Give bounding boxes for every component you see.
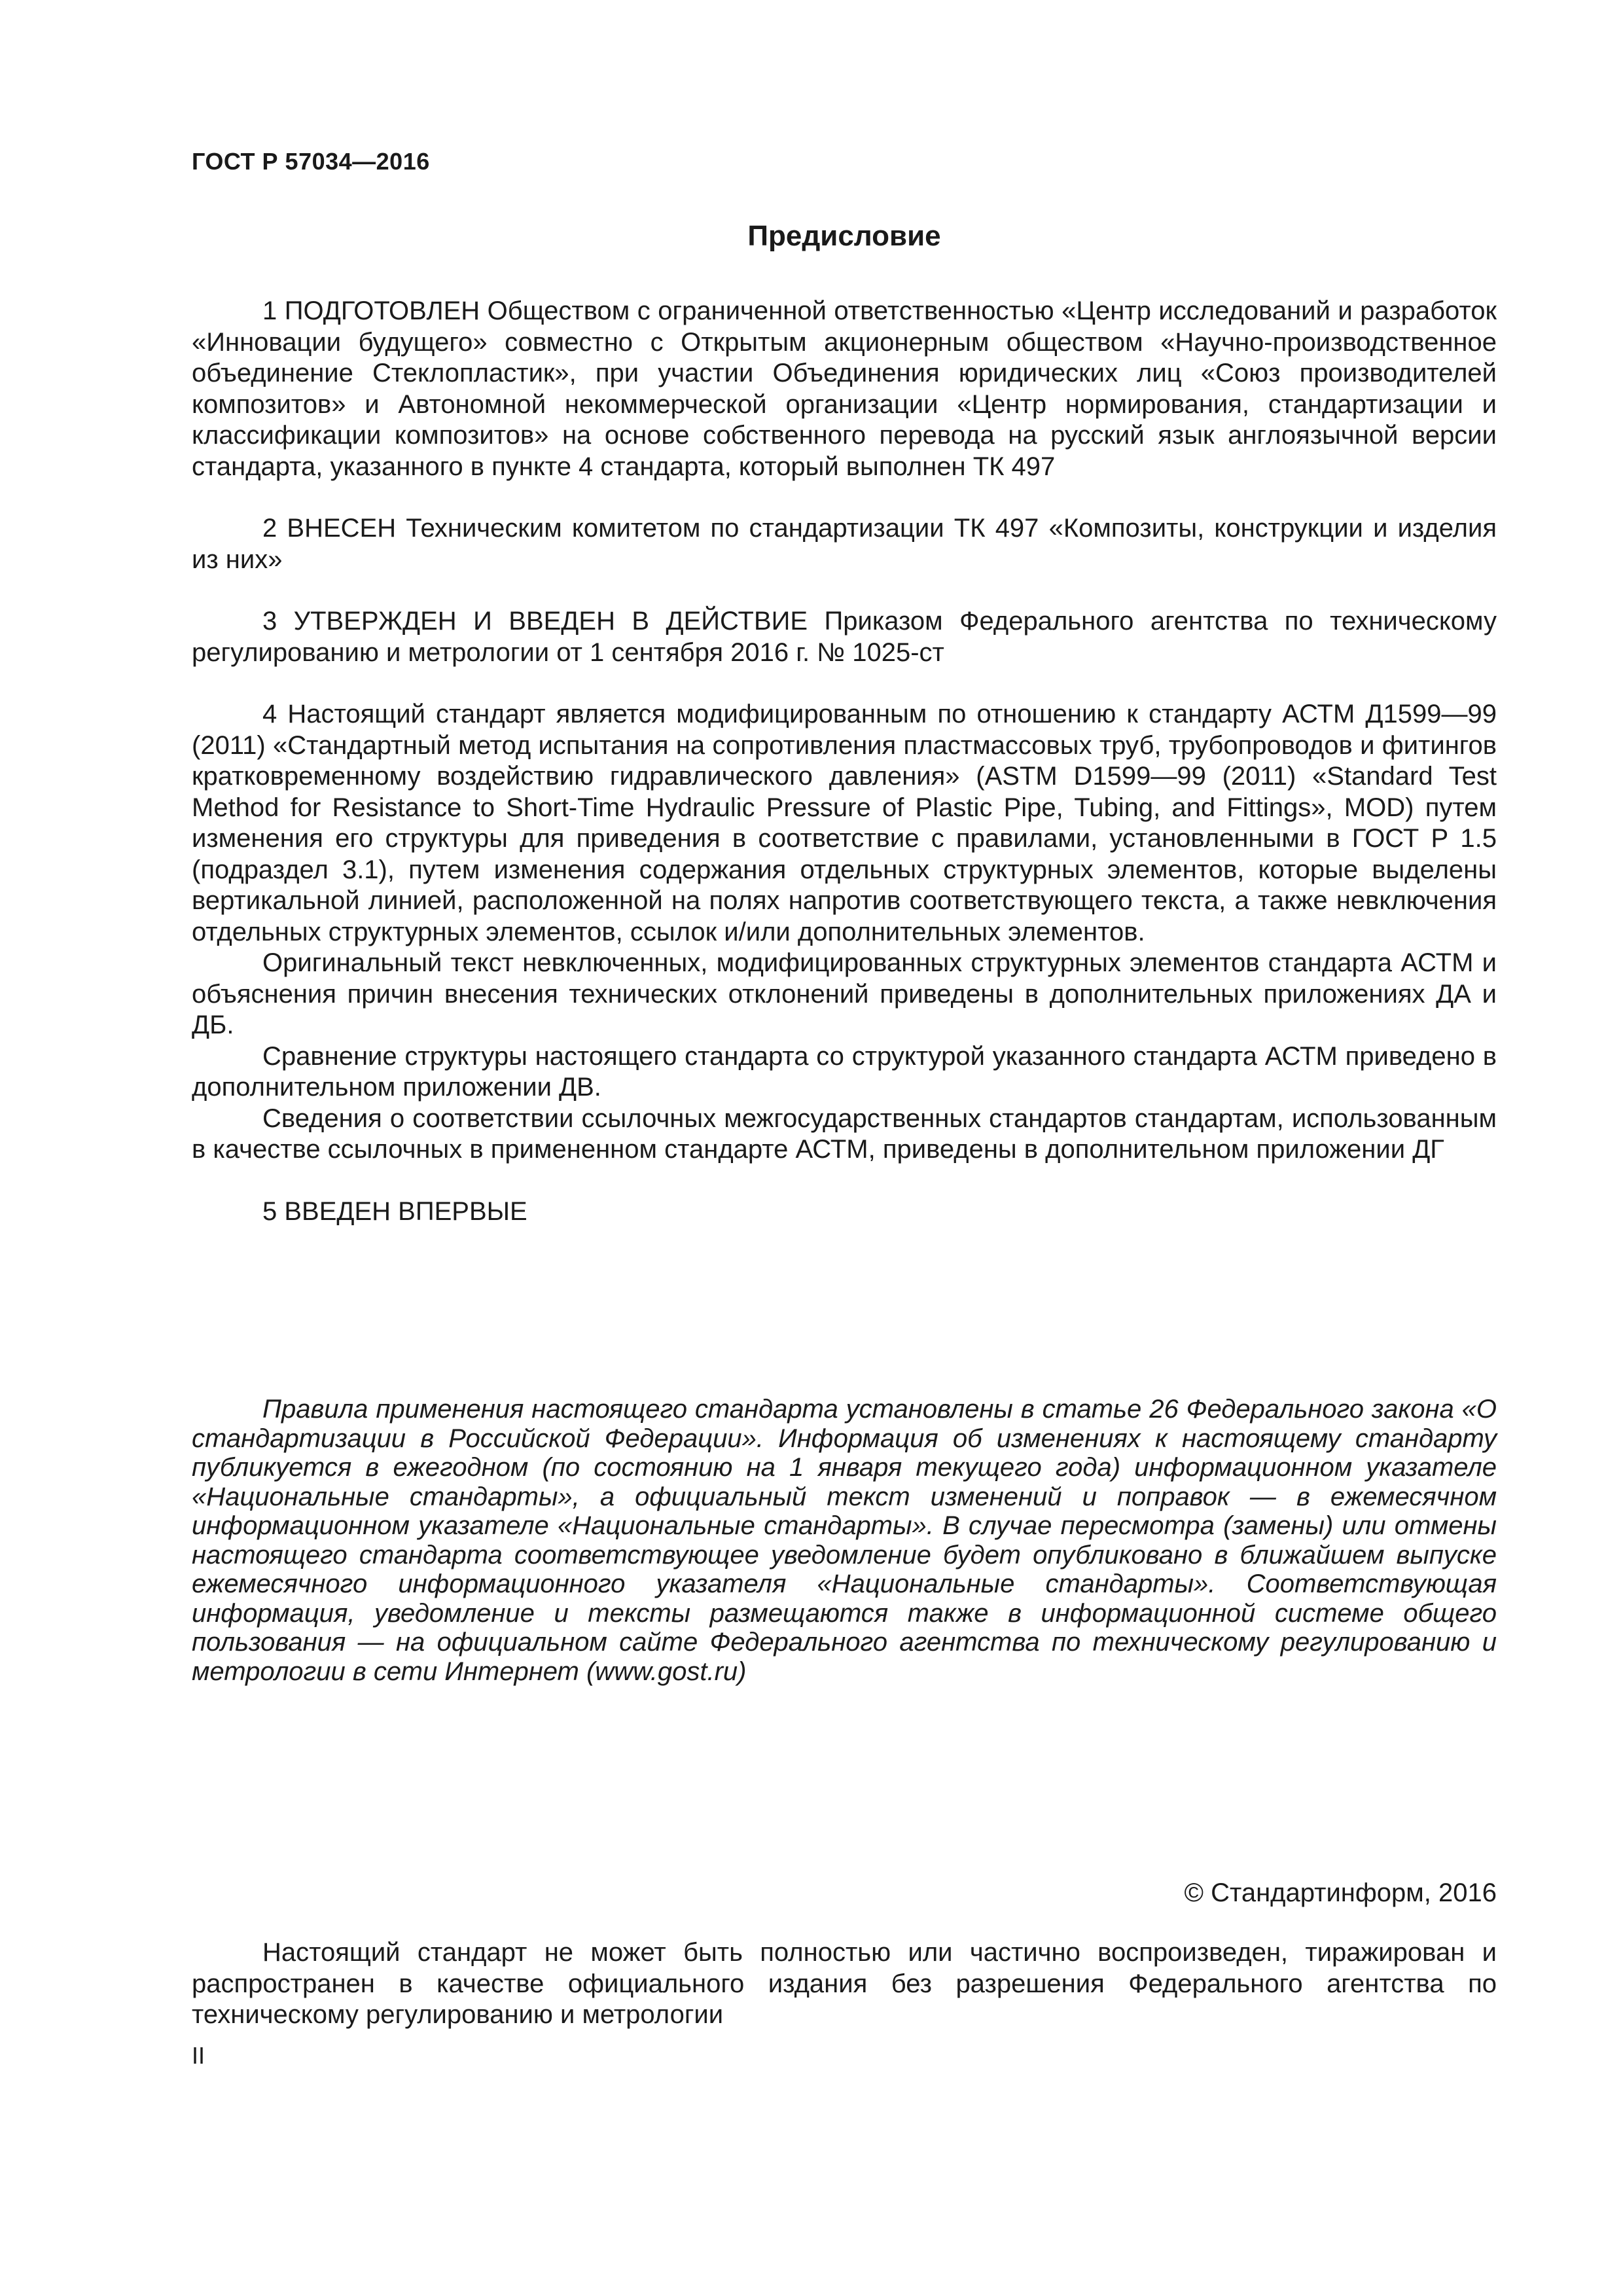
item-4-reference-info: Сведения о соответствии ссылочных межгосударственных стандартов стандартам, использованным в качестве ссылочных в примененном стандарте АСТМ, приведены в дополнительном приложении ДГ — [192, 1103, 1497, 1164]
item-5-first-introduced: 5 ВВЕДЕН ВПЕРВЫЕ — [262, 1196, 527, 1226]
item-2-introduced: 2 ВНЕСЕН Техническим комитетом по стандартизации ТК 497 «Композиты, конструкции и изделия из них» — [192, 514, 1497, 574]
item-4-structure-comparison: Сравнение структуры настоящего стандарта со структурой указанного стандарта АСТМ приведено в дополнительном приложении ДВ. — [192, 1041, 1497, 1102]
item-1-prepared: 1 ПОДГОТОВЛЕН Обществом с ограниченной ответственностью «Центр исследований и разработок «Инновации будущего» совместно с Открытым акционерным обществом «Научно-производственное объединение Стеклопластик», при участии Объединения юридических лиц «Союз производителей композитов» и Автономной некоммерческой организации «Центр нормирования, стандартизации и классификации композитов» на основе собственного перевода на русский язык англоязычной версии стандарта, указанного в пункте 4 стандарта, который выполнен ТК 497 — [192, 296, 1497, 481]
item-4-modified: 4 Настоящий стандарт является модифицированным по отношению к стандарту АСТМ Д1599—99 (2011) «Стандартный метод испытания на сопротивления пластмассовых труб, трубопроводов и фитингов кратковременному воздействию гидравлического давления» (ASTM D1599—99 (2011) «Standard Test Method for Resistance to Short-Time Hydraulic Pressure of Plastic Pipe, Tubing, and Fittings», MOD) путем изменения его структуры для приведения в соответствие с правилами, установленными в ГОСТ Р 1.5 (подраздел 3.1), путем изменения содержания отдельных структурных элементов, которые выделены вертикальной линией, расположенной на полях напротив соответствующего текста, а также невключения отдельных структурных элементов, ссылок и/или дополнительных элементов. — [192, 700, 1497, 946]
page-number: II — [192, 2042, 205, 2069]
reprint-notice: Настоящий стандарт не может быть полностью или частично воспроизведен, тиражирован и распространен в качестве официального издания без разрешения Федерального агентства по техническому регулированию и метрологии — [192, 1938, 1497, 2029]
foreword-body — [192, 296, 1497, 1227]
item-3-approved: 3 УТВЕРЖДЕН И ВВЕДЕН В ДЕЙСТВИЕ Приказом Федерального агентства по техническому регулированию и метрологии от 1 сентября 2016 г. № 1025-ст — [192, 607, 1497, 667]
copyright: © Стандартинформ, 2016 — [1184, 1878, 1497, 1907]
item-4-original-text: Оригинальный текст невключенных, модифицированных структурных элементов стандарта АСТМ и объяснения причин внесения технических отклонений приведены в дополнительных приложениях ДА и ДБ. — [192, 948, 1497, 1039]
page-title: Предисловие — [747, 220, 941, 252]
legal-note: Правила применения настоящего стандарта установлены в статье 26 Федерального закона «О стандартизации в Российской Федерации». Информация об изменениях к настоящему стандарту публикуется в ежегодном (по состоянию на 1 января текущего года) информационном указателе «Национальные стандарты», а официальный текст изменений и поправок — в ежемесячном информационном указателе «Национальные стандарты». В случае пересмотра (замены) или отмены настоящего стандарта соответствующее уведомление будет опубликовано в ближайшем выпуске ежемесячного информационного указателя «Национальные стандарты». Соответствующая информация, уведомление и тексты размещаются также в информационной системе общего пользования — на официальном сайте Федерального агентства по техническому регулированию и метрологии в сети Интернет (www.gost.ru) — [192, 1395, 1497, 1686]
standard-code: ГОСТ Р 57034—2016 — [192, 148, 430, 175]
